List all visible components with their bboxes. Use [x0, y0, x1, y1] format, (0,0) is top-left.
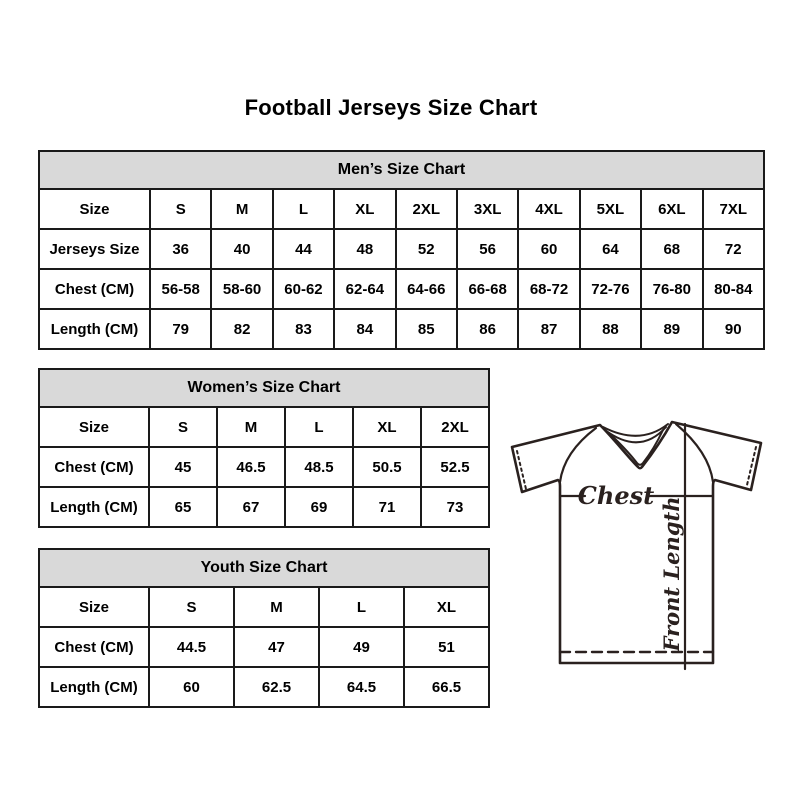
size-cell: XL [404, 587, 489, 627]
size-cell: S [150, 189, 211, 229]
youth-size-table [38, 548, 490, 708]
jersey-body-outline [512, 422, 761, 663]
table-row [39, 487, 489, 527]
size-cell: 45 [149, 447, 217, 487]
size-cell: 72-76 [580, 269, 641, 309]
row-label: Size [39, 587, 149, 627]
row-label: Size [39, 189, 150, 229]
size-cell: M [217, 407, 285, 447]
row-label: Size [39, 407, 149, 447]
table-row [39, 189, 764, 229]
size-cell: S [149, 587, 234, 627]
front-length-label: Front Length [659, 496, 684, 652]
size-cell: 46.5 [217, 447, 285, 487]
size-cell: 89 [641, 309, 702, 349]
size-cell: 36 [150, 229, 211, 269]
size-cell: 84 [334, 309, 395, 349]
table-row [39, 229, 764, 269]
row-label: Length (CM) [39, 667, 149, 707]
jersey-diagram [503, 412, 770, 679]
size-cell: 67 [217, 487, 285, 527]
table-row [39, 627, 489, 667]
size-cell: L [273, 189, 334, 229]
size-cell: 69 [285, 487, 353, 527]
mens-table-title: Men’s Size Chart [39, 151, 764, 189]
size-cell: 40 [211, 229, 272, 269]
page-title: Football Jerseys Size Chart [244, 95, 538, 120]
size-cell: 68-72 [518, 269, 579, 309]
row-label: Jerseys Size [39, 229, 150, 269]
row-label: Length (CM) [39, 309, 150, 349]
size-cell: 44.5 [149, 627, 234, 667]
size-cell: 80-84 [703, 269, 764, 309]
size-cell: XL [334, 189, 395, 229]
womens-size-table [38, 368, 490, 528]
size-cell: 83 [273, 309, 334, 349]
table-row [39, 269, 764, 309]
size-cell: L [285, 407, 353, 447]
size-cell: 47 [234, 627, 319, 667]
size-cell: L [319, 587, 404, 627]
table-row [39, 447, 489, 487]
row-label: Length (CM) [39, 487, 149, 527]
size-cell: M [211, 189, 272, 229]
size-cell: 48.5 [285, 447, 353, 487]
size-cell: 62.5 [234, 667, 319, 707]
row-label: Chest (CM) [39, 627, 149, 667]
size-cell: 73 [421, 487, 489, 527]
size-cell: 87 [518, 309, 579, 349]
size-cell: 7XL [703, 189, 764, 229]
row-label: Chest (CM) [39, 269, 150, 309]
size-cell: 56 [457, 229, 518, 269]
table-row [39, 667, 489, 707]
table-row [39, 587, 489, 627]
mens-size-table [38, 150, 765, 350]
size-cell: 44 [273, 229, 334, 269]
table-row [39, 407, 489, 447]
size-cell: 64.5 [319, 667, 404, 707]
size-cell: 65 [149, 487, 217, 527]
size-cell: 2XL [421, 407, 489, 447]
womens-table-title: Women’s Size Chart [39, 369, 489, 407]
size-cell: 71 [353, 487, 421, 527]
size-cell: 56-58 [150, 269, 211, 309]
size-cell: 3XL [457, 189, 518, 229]
size-cell: 72 [703, 229, 764, 269]
youth-table-title: Youth Size Chart [39, 549, 489, 587]
size-cell: 66-68 [457, 269, 518, 309]
size-cell: 6XL [641, 189, 702, 229]
size-cell: 76-80 [641, 269, 702, 309]
size-cell: 86 [457, 309, 518, 349]
row-label: Chest (CM) [39, 447, 149, 487]
size-cell: 64 [580, 229, 641, 269]
size-cell: M [234, 587, 319, 627]
size-cell: 82 [211, 309, 272, 349]
size-cell: 64-66 [396, 269, 457, 309]
size-cell: 50.5 [353, 447, 421, 487]
size-cell: 58-60 [211, 269, 272, 309]
size-cell: 88 [580, 309, 641, 349]
size-cell: 85 [396, 309, 457, 349]
size-cell: 60-62 [273, 269, 334, 309]
size-cell: XL [353, 407, 421, 447]
size-cell: 68 [641, 229, 702, 269]
left-armhole-seam [560, 428, 596, 482]
size-cell: 2XL [396, 189, 457, 229]
size-cell: 51 [404, 627, 489, 667]
size-cell: 52 [396, 229, 457, 269]
size-cell: 90 [703, 309, 764, 349]
jersey-outline-icon [503, 412, 770, 674]
size-cell: 52.5 [421, 447, 489, 487]
size-cell: 49 [319, 627, 404, 667]
size-cell: 66.5 [404, 667, 489, 707]
size-cell: S [149, 407, 217, 447]
table-row [39, 309, 764, 349]
right-armhole-seam [676, 424, 713, 482]
chest-label: Chest [577, 481, 655, 510]
size-cell: 60 [149, 667, 234, 707]
size-cell: 5XL [580, 189, 641, 229]
right-cuff-dashed-line [747, 447, 756, 485]
size-cell: 79 [150, 309, 211, 349]
size-cell: 48 [334, 229, 395, 269]
size-cell: 62-64 [334, 269, 395, 309]
size-cell: 60 [518, 229, 579, 269]
size-cell: 4XL [518, 189, 579, 229]
